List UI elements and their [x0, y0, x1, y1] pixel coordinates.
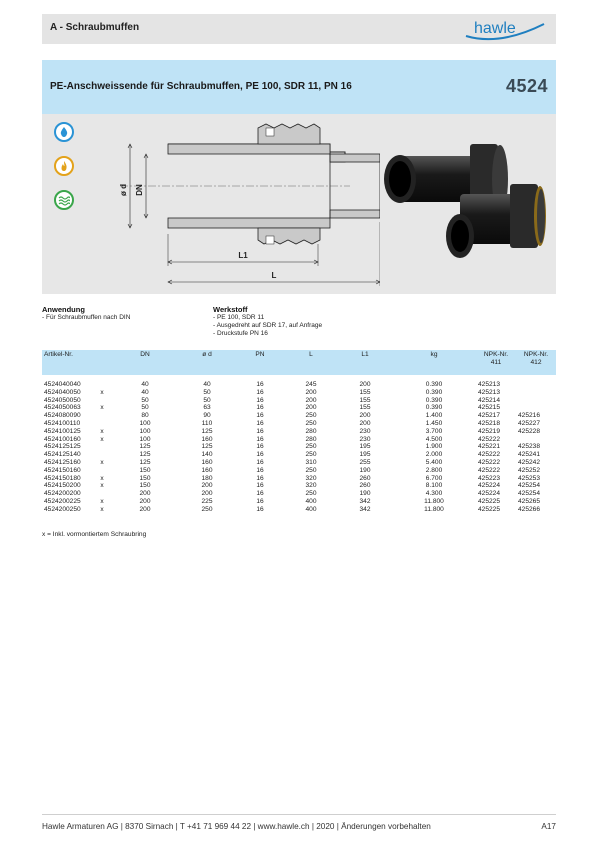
table-cell: 80	[141, 412, 149, 420]
table-cell: 4524200250	[44, 505, 81, 513]
table-cell: x	[100, 474, 104, 482]
table-cell: 425216	[518, 412, 541, 420]
table-cell: 4524125160	[44, 458, 81, 466]
table-cell: 225	[201, 497, 213, 505]
table-cell: 310	[305, 458, 317, 466]
col-header: ø d	[178, 350, 236, 375]
table-cell: 425224	[478, 482, 501, 490]
table-cell	[92, 397, 112, 405]
footnote: x = Inkl. vormontiertem Schraubring	[42, 531, 147, 538]
table-cell: 4524125140	[44, 451, 81, 459]
col-header: NPK-Nr. 411	[476, 350, 516, 375]
table-cell: 425238	[518, 443, 541, 451]
table-cell	[92, 381, 112, 389]
dn-label: DN	[135, 184, 144, 196]
table-cell: 425222	[478, 466, 501, 474]
table-cell: 425217	[478, 412, 501, 420]
table-cell: 16	[256, 435, 264, 443]
table-cell: 195	[359, 443, 371, 451]
table-cell: 125	[139, 443, 151, 451]
table-row	[42, 459, 556, 467]
table-cell	[92, 420, 112, 428]
table-cell: 90	[203, 412, 211, 420]
col-header: Artikel-Nr.	[42, 350, 92, 375]
table-cell: 250	[305, 466, 317, 474]
table-cell: 4524150200	[44, 482, 81, 490]
table-cell: 40	[203, 381, 211, 388]
table-cell: 140	[201, 451, 213, 459]
table-cell: 425227	[518, 419, 541, 427]
table-cell: 4524100125	[44, 427, 81, 435]
table-row	[42, 404, 556, 412]
table-cell: 100	[139, 419, 151, 427]
anwendung-heading: Anwendung	[42, 305, 85, 314]
table-cell: 260	[359, 482, 371, 490]
footer-text: Hawle Armaturen AG | 8370 Sirnach | T +41 71 969 44 22 | www.hawle.ch | 2020 | Änderungen vorbehalten	[42, 822, 431, 831]
table-cell	[516, 389, 556, 397]
table-cell: 50	[141, 404, 149, 412]
table-cell: 250	[305, 412, 317, 420]
table-cell: 200	[305, 404, 317, 412]
table-cell: 200	[201, 482, 213, 490]
table-cell: 16	[256, 505, 264, 513]
table-cell: 320	[305, 474, 317, 482]
table-cell: 16	[256, 458, 264, 466]
table-cell: 16	[256, 404, 264, 412]
table-row	[42, 490, 556, 498]
product-image-panel	[42, 114, 556, 294]
table-cell: 4524200225	[44, 497, 81, 505]
table-cell: 425242	[518, 458, 541, 466]
table-cell: 0.390	[425, 388, 443, 396]
table-row	[42, 467, 556, 475]
table-cell: 16	[256, 388, 264, 396]
table-cell: 16	[256, 396, 264, 404]
table-cell: 425225	[478, 497, 501, 505]
werkstoff-section	[213, 305, 322, 338]
table-cell: 425213	[478, 388, 501, 396]
table-cell: 425228	[518, 427, 541, 435]
l-label: L	[271, 271, 277, 280]
table-cell: 4524200200	[44, 490, 81, 498]
table-cell: 2.000	[425, 451, 443, 459]
table-row	[42, 420, 556, 428]
table-cell: x	[100, 482, 104, 490]
table-cell: 2.800	[425, 466, 443, 474]
table-cell: 195	[359, 451, 371, 459]
table-cell: 0.390	[425, 404, 443, 412]
table-cell: 425252	[518, 466, 541, 474]
table-cell: 1.900	[425, 443, 443, 451]
table-cell: 4524040050	[44, 388, 81, 396]
table-cell	[92, 451, 112, 459]
table-cell	[516, 397, 556, 405]
table-cell: 200	[305, 388, 317, 396]
table-cell: 425222	[478, 451, 501, 459]
table-cell	[92, 412, 112, 420]
table-cell: 4524100110	[44, 419, 81, 427]
table-cell: 155	[359, 404, 371, 412]
table-cell: 320	[305, 482, 317, 490]
table-cell: 180	[201, 474, 213, 482]
page-number: A17	[541, 822, 556, 831]
table-cell: 16	[256, 474, 264, 482]
l1-label: L1	[238, 251, 248, 260]
table-cell: 425222	[478, 435, 501, 443]
table-cell: 125	[139, 451, 151, 459]
table-cell: 425254	[518, 490, 541, 498]
table-cell: 425225	[478, 505, 501, 513]
table-cell: x	[100, 404, 104, 412]
table-cell: 425221	[478, 443, 501, 451]
wave-icon	[54, 190, 74, 210]
table-cell: 400	[305, 497, 317, 505]
product-photo	[360, 136, 550, 276]
footer-divider	[42, 814, 556, 815]
table-cell: 0.390	[425, 381, 443, 388]
col-header: L	[284, 350, 338, 375]
col-header: NPK-Nr. 412	[516, 350, 556, 375]
table-row	[42, 451, 556, 459]
table-row	[42, 443, 556, 451]
top-bar	[42, 14, 556, 44]
table-cell: 50	[203, 388, 211, 396]
article-number: 4524	[505, 76, 548, 96]
logo-text: hawle	[474, 20, 516, 37]
table-cell: 1.400	[425, 412, 443, 420]
table-cell: 200	[139, 505, 151, 513]
table-cell	[92, 467, 112, 475]
table-cell: 4524050050	[44, 396, 81, 404]
table-cell: 425214	[478, 396, 501, 404]
table-cell: 4524050063	[44, 404, 81, 412]
table-cell: 3.700	[425, 427, 443, 435]
table-row	[42, 436, 556, 444]
table-cell: 190	[359, 490, 371, 498]
table-cell: 250	[305, 451, 317, 459]
table-cell: 40	[141, 388, 149, 396]
table-cell	[516, 381, 556, 389]
col-header: kg	[392, 350, 476, 375]
table-cell: x	[100, 458, 104, 466]
table-cell	[516, 436, 556, 444]
table-cell: 425223	[478, 474, 501, 482]
table-cell: 160	[201, 458, 213, 466]
product-title: PE-Anschweissende für Schraubmuffen, PE 100, SDR 11, PN 16	[50, 81, 352, 92]
table-cell: 200	[305, 396, 317, 404]
table-cell: x	[100, 497, 104, 505]
table-cell: 245	[305, 381, 317, 388]
technical-drawing	[80, 114, 380, 294]
table-cell: 16	[256, 412, 264, 420]
table-cell: 4524150180	[44, 474, 81, 482]
werkstoff-heading: Werkstoff	[213, 305, 248, 314]
hawle-logo	[460, 16, 550, 42]
table-cell: 280	[305, 427, 317, 435]
col-header: L1	[338, 350, 392, 375]
table-cell: 425266	[518, 505, 541, 513]
table-cell: 200	[359, 412, 371, 420]
table-cell: 150	[139, 474, 151, 482]
table-cell: 250	[305, 443, 317, 451]
table-cell: 8.100	[425, 482, 443, 490]
table-row	[42, 381, 556, 389]
table-cell: 16	[256, 490, 264, 498]
table-cell: 16	[256, 381, 264, 388]
table-cell: 200	[359, 419, 371, 427]
table-cell: 110	[201, 419, 213, 427]
table-cell: 280	[305, 435, 317, 443]
table-cell: 16	[256, 482, 264, 490]
table-row	[42, 475, 556, 483]
table-cell: 125	[201, 443, 213, 451]
table-cell: 342	[359, 497, 371, 505]
table-cell: 4.300	[425, 490, 443, 498]
table-cell: 50	[203, 396, 211, 404]
table-cell: 425222	[478, 458, 501, 466]
table-cell: 200	[139, 490, 151, 498]
table-cell: 4524040040	[44, 381, 81, 388]
table-cell: 16	[256, 466, 264, 474]
werkstoff-item: - Druckstufe PN 16	[213, 330, 268, 337]
table-cell: 200	[359, 381, 371, 388]
product-header	[42, 60, 556, 114]
table-cell: 150	[139, 466, 151, 474]
table-cell: 50	[141, 396, 149, 404]
table-cell: 0.390	[425, 396, 443, 404]
table-cell: x	[100, 505, 104, 513]
table-cell: 200	[201, 490, 213, 498]
table-cell: 425253	[518, 474, 541, 482]
table-row	[42, 482, 556, 490]
table-cell: x	[100, 427, 104, 435]
table-cell: 425254	[518, 482, 541, 490]
table-cell: 190	[359, 466, 371, 474]
table-cell: 4524080090	[44, 412, 81, 420]
table-cell: 425241	[518, 451, 541, 459]
table-cell: 160	[201, 435, 213, 443]
od-label: ø d	[119, 184, 128, 196]
table-cell: 4524150160	[44, 466, 81, 474]
table-row	[42, 397, 556, 405]
table-cell: x	[100, 435, 104, 443]
table-cell: 125	[201, 427, 213, 435]
table-cell: 100	[139, 435, 151, 443]
table-cell: 5.400	[425, 458, 443, 466]
table-cell: 200	[139, 497, 151, 505]
table-cell: 4524100160	[44, 435, 81, 443]
werkstoff-item: - Ausgedreht auf SDR 17, auf Anfrage	[213, 322, 323, 329]
table-row	[42, 506, 556, 514]
table-row	[42, 412, 556, 420]
table-row	[42, 389, 556, 397]
table-cell: 4524125125	[44, 443, 81, 451]
table-cell	[92, 490, 112, 498]
table-cell: 155	[359, 388, 371, 396]
spec-table	[42, 350, 556, 514]
anwendung-item: - Für Schraubmuffen nach DIN	[42, 314, 131, 321]
table-cell: 6.700	[425, 474, 443, 482]
table-cell: 250	[305, 419, 317, 427]
flame-icon	[54, 156, 74, 176]
col-header	[92, 350, 112, 375]
table-cell: x	[100, 388, 104, 396]
table-cell: 11.800	[424, 497, 444, 505]
water-drop-icon	[54, 122, 74, 142]
table-cell: 400	[305, 505, 317, 513]
table-cell: 16	[256, 427, 264, 435]
table-cell: 11.800	[424, 505, 444, 513]
table-cell: 230	[359, 427, 371, 435]
table-cell: 425218	[478, 419, 501, 427]
table-cell: 100	[139, 427, 151, 435]
table-cell: 150	[139, 482, 151, 490]
table-header-row	[42, 350, 556, 375]
table-cell: 63	[203, 404, 211, 412]
table-cell: 125	[139, 458, 151, 466]
table-cell: 260	[359, 474, 371, 482]
table-cell: 425219	[478, 427, 501, 435]
col-header: PN	[236, 350, 284, 375]
table-cell: 16	[256, 497, 264, 505]
table-cell: 425215	[478, 404, 501, 412]
werkstoff-item: - PE 100, SDR 11	[213, 314, 265, 321]
anwendung-section	[42, 305, 130, 322]
table-cell: 1.450	[425, 419, 443, 427]
table-row	[42, 428, 556, 436]
table-row	[42, 498, 556, 506]
table-cell: 425265	[518, 497, 541, 505]
table-cell	[92, 443, 112, 451]
table-cell: 16	[256, 443, 264, 451]
table-cell: 155	[359, 396, 371, 404]
table-cell: 342	[359, 505, 371, 513]
table-cell: 160	[201, 466, 213, 474]
col-header: DN	[112, 350, 178, 375]
table-cell: 230	[359, 435, 371, 443]
table-cell: 40	[141, 381, 149, 388]
table-cell: 255	[359, 458, 371, 466]
table-cell: 250	[305, 490, 317, 498]
table-cell: 425213	[478, 381, 501, 388]
table-cell	[516, 404, 556, 412]
table-cell: 250	[201, 505, 213, 513]
table-cell: 425224	[478, 490, 501, 498]
section-title: A - Schraubmuffen	[50, 22, 140, 33]
table-cell: 16	[256, 419, 264, 427]
table-cell: 4.500	[425, 435, 443, 443]
table-cell: 16	[256, 451, 264, 459]
